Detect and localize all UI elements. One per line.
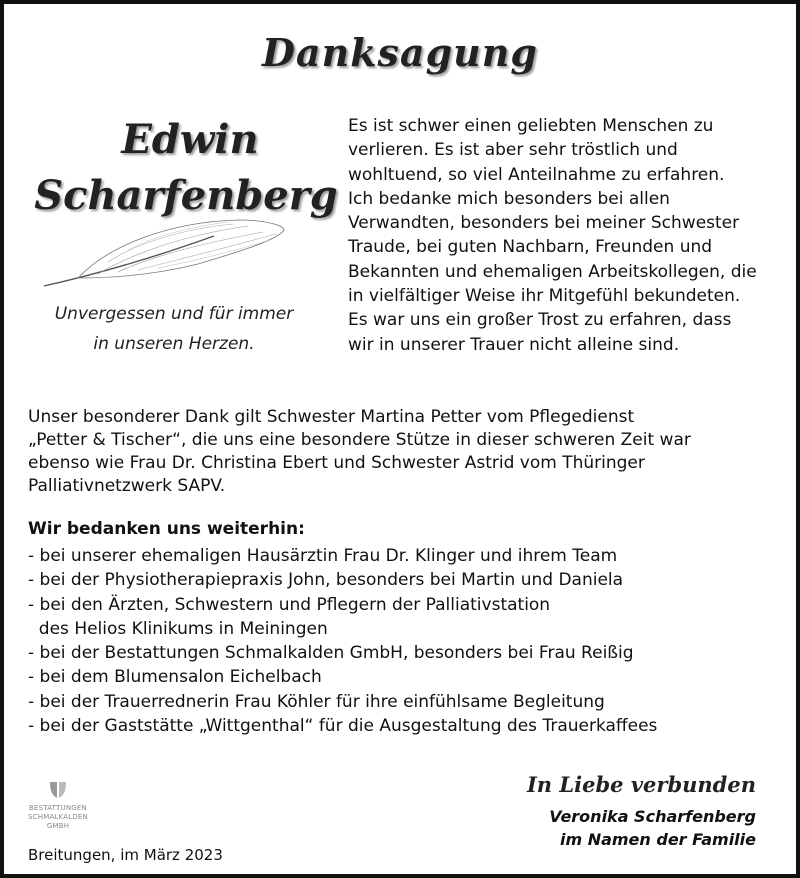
list-item: - bei der Trauerrednerin Frau Köhler für ihre einfühlsame Begleitung (28, 691, 605, 712)
intro-line: Traude, bei guten Nachbarn, Freunden und (348, 237, 713, 258)
intro-line: in vielfältiger Weise ihr Mitgefühl bekundeten. (348, 286, 741, 307)
funeral-home-logo-icon (46, 778, 70, 802)
thanks-line: Palliativnetzwerk SAPV. (28, 476, 226, 496)
logo-text-line: BESTATTUNGEN (29, 804, 87, 812)
place-date: Breitungen, im März 2023 (28, 846, 223, 864)
logo-text-line: SCHMALKALDEN (28, 813, 88, 821)
logo-text-line: GMBH (46, 822, 70, 830)
list-item: - bei der Gaststätte „Wittgenthal“ für die Ausgestaltung des Trauerkaffees (28, 716, 658, 737)
memory-line-2: in unseren Herzen. (93, 334, 255, 354)
intro-line: wohltuend, so viel Anteilnahme zu erfahren. (348, 164, 725, 185)
notice-heading: Danksagung (262, 30, 538, 75)
intro-line: Es ist schwer einen geliebten Menschen zu (348, 116, 714, 136)
feather-icon (38, 216, 288, 296)
list-item: des Helios Klinikums in Meiningen (28, 618, 328, 639)
thanks-line: Unser besonderer Dank gilt Schwester Martina Petter vom Pflegedienst (28, 407, 635, 427)
special-thanks-paragraph (28, 406, 768, 498)
intro-line: Ich bedanke mich besonders bei allen (348, 188, 670, 209)
funeral-home-logo (18, 774, 98, 834)
thanks-list (28, 544, 788, 738)
thanks-line: „Petter & Tischer“, die uns eine besondere Stütze in dieser schweren Zeit war (28, 430, 691, 450)
closing-phrase: In Liebe verbunden (526, 772, 756, 797)
signatory-note: im Namen der Familie (559, 830, 756, 849)
list-item: - bei den Ärzten, Schwestern und Pflegern der Palliativstation (28, 594, 551, 615)
signatory-name: Veronika Scharfenberg (549, 807, 756, 826)
thanks-list-title: Wir bedanken uns weiterhin: (28, 519, 305, 539)
thanks-line: ebenso wie Frau Dr. Christina Ebert und Schwester Astrid vom Thüringer (28, 453, 645, 473)
intro-line: wir in unserer Trauer nicht alleine sind. (348, 334, 680, 355)
intro-line: Bekannten und ehemaligen Arbeitskollegen, die (348, 261, 757, 282)
intro-line: Es war uns ein großer Trost zu erfahren, dass (348, 310, 732, 331)
memory-line-1: Unvergessen und für immer (54, 304, 294, 324)
deceased-last-name: Scharfenberg (34, 172, 338, 219)
list-item: - bei dem Blumensalon Eichelbach (28, 667, 322, 688)
deceased-first-name: Edwin (121, 116, 259, 163)
intro-line: Verwandten, besonders bei meiner Schwester (348, 213, 740, 234)
intro-line: verlieren. Es ist aber sehr tröstlich und (348, 140, 678, 161)
list-item: - bei der Bestattungen Schmalkalden GmbH, besonders bei Frau Reißig (28, 643, 634, 664)
list-item: - bei unserer ehemaligen Hausärztin Frau Dr. Klinger und ihrem Team (28, 546, 618, 566)
intro-paragraph (348, 114, 778, 357)
list-item: - bei der Physiotherapiepraxis John, besonders bei Martin und Daniela (28, 570, 624, 591)
